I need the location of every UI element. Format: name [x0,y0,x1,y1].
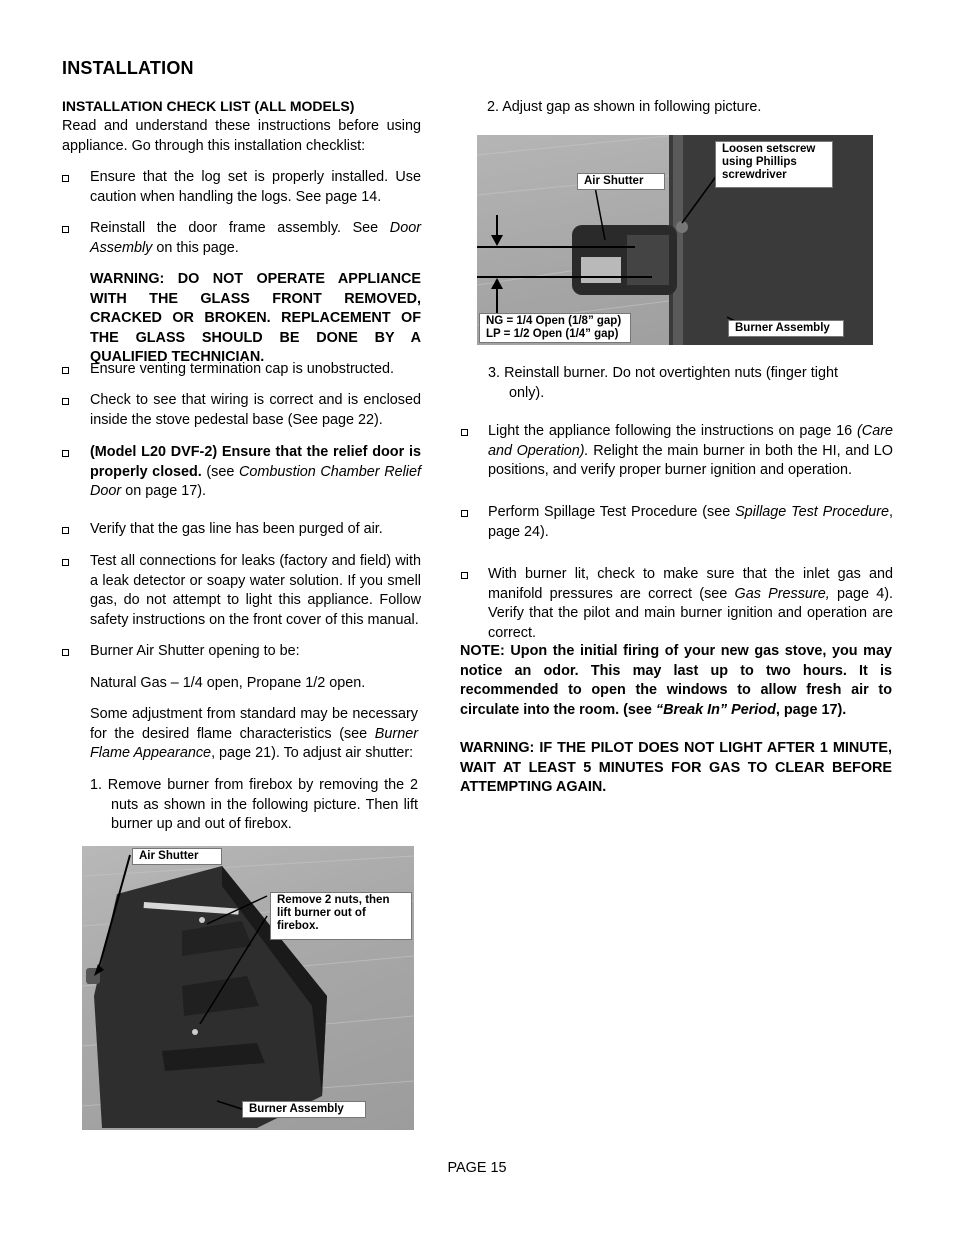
photo2-label-loosen-setscrew: Loosen setscrew using Phillips screwdriver [715,141,833,188]
checklist-item-wiring: Check to see that wiring is correct and is enclosed inside the stove pedestal base (See page 22). [90,392,421,428]
step-1: 1. Remove burner from firebox by removing the 2 nuts as shown in the following picture. Then lift burner up and out of firebox. [90,777,418,832]
checklist-item-leak-test: Test all connections for leaks (factory and field) with a leak detector or soapy water solution. If you smell gas, do not attempt to light this appliance. Follow safety instructions on the front cover of this manual. [90,553,421,628]
adjustment-note: Some adjustment from standard may be necessary for the desired flame characteristics (see Burner Flame Appearance, page 21). To adjust air shutter: [90,706,418,761]
checkbox-icon [461,572,468,579]
photo1-label-air-shutter: Air Shutter [132,848,222,865]
checklist-item-air-shutter: Burner Air Shutter opening to be: [90,643,300,659]
warning-pilot: WARNING: IF THE PILOT DOES NOT LIGHT AFTER 1 MINUTE, WAIT AT LEAST 5 MINUTES FOR GAS TO CLEAR BEFORE ATTEMPTING AGAIN. [460,740,892,795]
checkbox-icon [62,367,69,374]
section-title: INSTALLATION [62,58,194,78]
page-number: PAGE 15 [447,1160,507,1176]
photo2-label-gap [479,313,631,343]
checkbox-icon [62,649,69,656]
checklist-item-relief-door: (Model L20 DVF-2) Ensure that the relief door is properly closed. (see Combustion Chamber Relief Door on page 17). [90,444,421,499]
checkbox-icon [62,559,69,566]
checklist-intro: Read and understand these instructions before using appliance. Go through this installation checklist: [62,118,421,154]
step-3: 3. Reinstall burner. Do not overtighten nuts (finger tight only). [488,365,838,401]
checkbox-icon [62,226,69,233]
checklist-item-logs: Ensure that the log set is properly installed. Use caution when handling the logs. See page 14. [90,169,421,205]
burner-removal-illustration [82,846,414,1130]
note-odor: NOTE: Upon the initial firing of your new gas stove, you may notice an odor. This may last up to two hours. It is recommended to open the windows to allow fresh air to circulate into the room. (see “Break In” Period, page 17). [460,643,892,718]
checklist-title: INSTALLATION CHECK LIST (ALL MODELS) [62,98,355,114]
air-shutter-openings: Natural Gas – 1/4 open, Propane 1/2 open. [90,675,366,691]
checklist-item-spillage-test: Perform Spillage Test Procedure (see Spillage Test Procedure, page 24). [488,504,894,540]
air-shutter-gap-photo [477,135,873,345]
checklist-item-venting: Ensure venting termination cap is unobstructed. [90,361,394,377]
checkbox-icon [62,175,69,182]
checklist-item-gas-line: Verify that the gas line has been purged of air. [90,521,383,537]
checkbox-icon [62,450,69,457]
gap-ng: NG = 1/4 Open (1/8” gap) [486,315,622,327]
checklist-item-door-frame: Reinstall the door frame assembly. See Door Assembly on this page. [90,220,421,256]
photo1-label-burner-assembly: Burner Assembly [242,1101,366,1118]
checklist-item-gas-pressure: With burner lit, check to make sure that the inlet gas and manifold pressures are correct (see Gas Pressure, page 4). Verify that the pilot and main burner ignition and operation are correct. [488,566,894,641]
checkbox-icon [62,398,69,405]
photo1-label-remove-nuts: Remove 2 nuts, then lift burner out of firebox. [270,892,412,940]
checkbox-icon [461,510,468,517]
burner-removal-photo [82,846,414,1130]
warning-glass: WARNING: DO NOT OPERATE APPLIANCE WITH THE GLASS FRONT REMOVED, CRACKED OR BROKEN. REPLACEMENT OF THE GLASS SHOULD BE DONE BY A QUALIFIED TECHNICIAN. [90,271,421,365]
photo2-label-air-shutter: Air Shutter [577,173,665,190]
step-2: 2. Adjust gap as shown in following picture. [487,99,762,115]
gap-lp: LP = 1/2 Open (1/4” gap) [486,328,619,340]
checklist-item-light-appliance: Light the appliance following the instructions on page 16 (Care and Operation). Relight the main burner in both the HI, and LO positions, and verify proper burner ignition and operation. [488,423,893,478]
photo2-label-burner-assembly: Burner Assembly [728,320,844,337]
checkbox-icon [62,527,69,534]
checkbox-icon [461,429,468,436]
